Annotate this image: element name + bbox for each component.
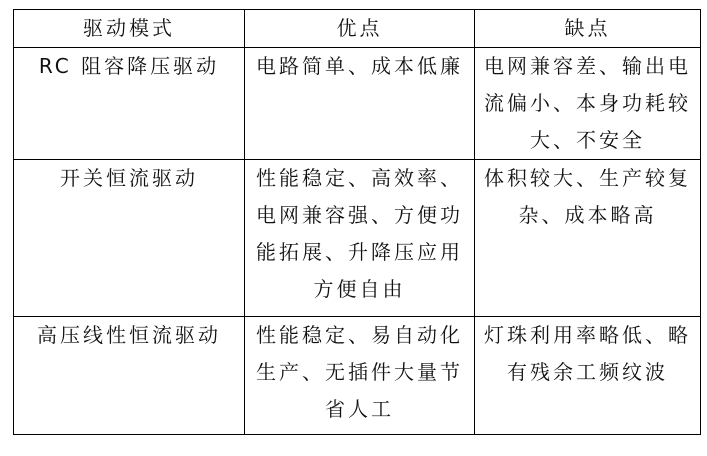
cell-line: 电路简单、成本低廉 [256, 54, 463, 78]
cell-line: 大、不安全 [530, 128, 645, 152]
cell-line: 省人工 [325, 397, 394, 421]
cell-line: 电网兼容差、输出电 [484, 54, 691, 78]
mode-cell: 开关恒流驱动 [14, 160, 245, 317]
cell-line: 体积较大、生产较复 [484, 166, 691, 190]
table-row [14, 160, 701, 317]
mode-cell: RC 阻容降压驱动 [14, 48, 245, 160]
cell-line: 方便自由 [313, 277, 406, 301]
advantages-cell [245, 317, 475, 435]
cell-line: 有残余工频纹波 [507, 360, 668, 384]
advantages-cell [245, 48, 475, 160]
comparison-table [13, 9, 701, 435]
header-cell-mode: 驱动模式 [14, 10, 245, 48]
cell-line: 生产、无插件大量节 [256, 360, 463, 384]
cell-line: 能拓展、升降压应用 [256, 240, 463, 264]
table-row [14, 48, 701, 160]
cell-line: 流偏小、本身功耗较 [484, 91, 691, 115]
cell-line: 性能稳定、高效率、 [256, 166, 463, 190]
mode-cell: 高压线性恒流驱动 [14, 317, 245, 435]
disadvantages-cell [475, 160, 701, 317]
cell-line: 灯珠利用率略低、略 [484, 323, 691, 347]
table-row [14, 317, 701, 435]
cell-line: 性能稳定、易自动化 [256, 323, 463, 347]
advantages-cell [245, 160, 475, 317]
header-cell-advantages: 优点 [245, 10, 475, 48]
disadvantages-cell [475, 317, 701, 435]
cell-line: 电网兼容强、方便功 [256, 203, 463, 227]
disadvantages-cell [475, 48, 701, 160]
header-cell-disadvantages: 缺点 [475, 10, 701, 48]
cell-line: 杂、成本略高 [518, 203, 657, 227]
table-header-row [14, 10, 701, 48]
